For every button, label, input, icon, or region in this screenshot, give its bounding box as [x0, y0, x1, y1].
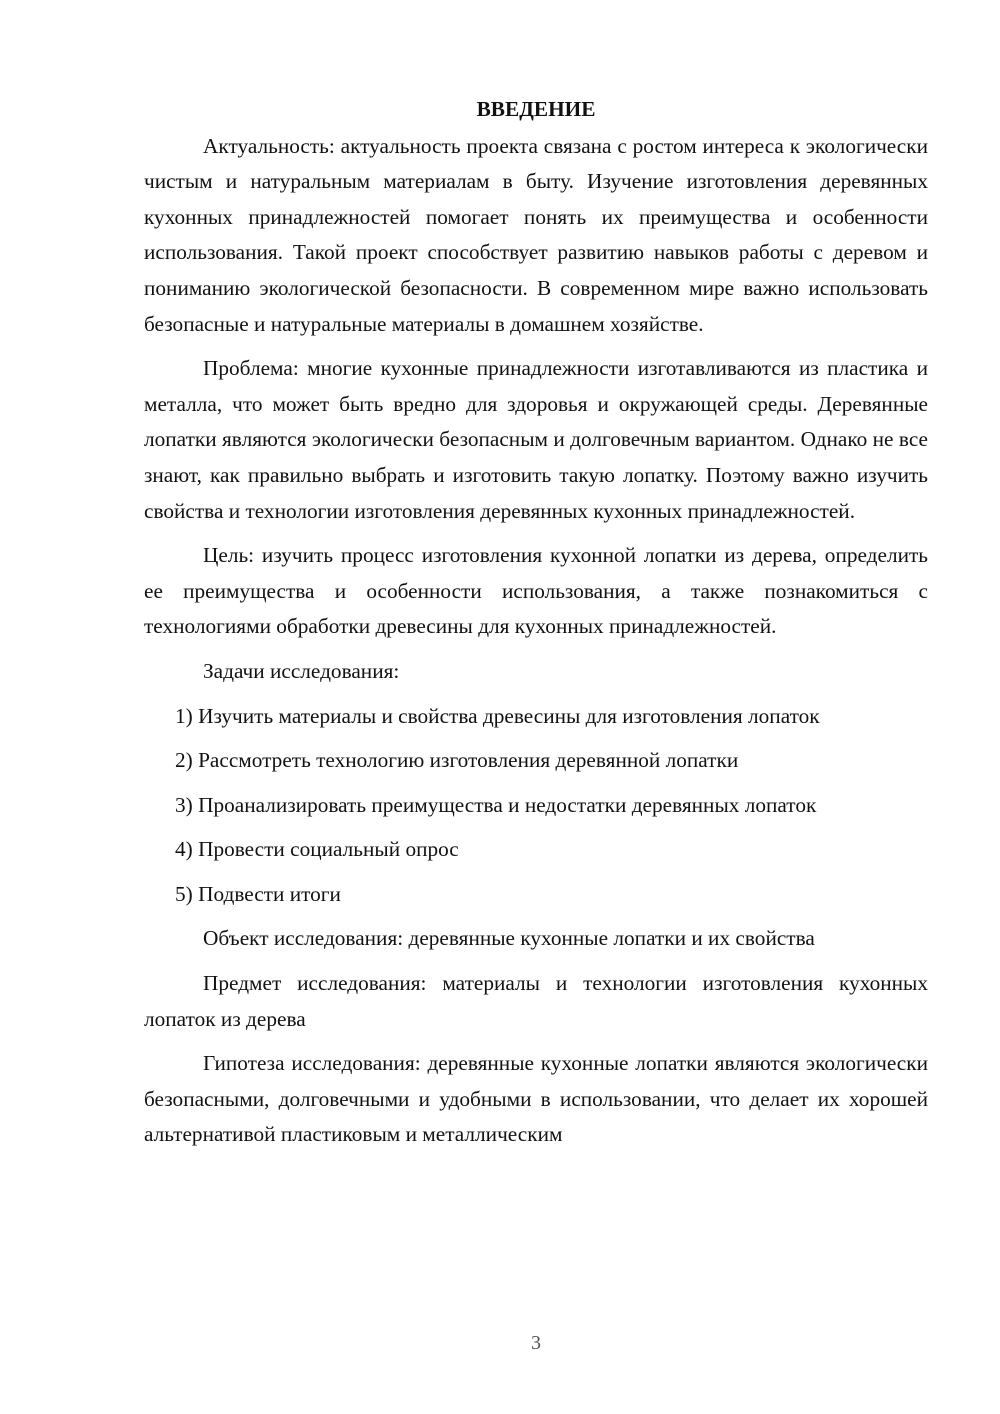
page-number: 3 — [531, 1332, 541, 1354]
task-item-3: 3) Проанализировать преимущества и недостатки деревянных лопаток — [175, 792, 817, 817]
task-item-2: 2) Рассмотреть технологию изготовления деревянной лопатки — [175, 748, 739, 773]
section-heading: ВВЕДЕНИЕ — [476, 97, 596, 121]
tasks-title: Задачи исследования: — [203, 658, 400, 683]
object-paragraph: Объект исследования: деревянные кухонные лопатки и их свойства — [203, 926, 815, 951]
hypothesis-paragraph: Гипотеза исследования: деревянные кухонные лопатки являются экологически безопасными, долговечными и удобными в использовании, что делает их хорошей альтернативой пластиковым и металлическим — [144, 1051, 928, 1147]
page-content — [144, 92, 928, 1162]
subject-paragraph: Предмет исследования: материалы и технологии изготовления кухонных лопаток из дерева — [144, 971, 928, 1031]
problem-paragraph: Проблема: многие кухонные принадлежности изготавливаются из пластика и металла, что может быть вредно для здоровья и окружающей среды. Деревянные лопатки являются экологически безопасным и долговечным вариантом. Однако не все знают, как правильно выбрать и изготовить такую лопатку. Поэтому важно изучить свойства и технологии изготовления деревянных кухонных принадлежностей. — [144, 356, 928, 523]
task-item-4: 4) Провести социальный опрос — [175, 837, 459, 862]
task-item-5: 5) Подвести итоги — [175, 881, 341, 906]
relevance-paragraph: Актуальность: актуальность проекта связана с ростом интереса к экологически чистым и натуральным материалам в быту. Изучение изготовления деревянных кухонных принадлежностей помогает понять их преимущества и особенности использования. Такой проект способствует развитию навыков работы с деревом и пониманию экологической безопасности. В современном мире важно использовать безопасные и натуральные материалы в домашнем хозяйстве. — [144, 133, 928, 336]
goal-paragraph: Цель: изучить процесс изготовления кухонной лопатки из дерева, определить ее преимущества и особенности использования, а также познакомиться с технологиями обработки древесины для кухонных принадлежностей. — [144, 543, 928, 639]
task-item-1: 1) Изучить материалы и свойства древесины для изготовления лопаток — [175, 703, 820, 728]
